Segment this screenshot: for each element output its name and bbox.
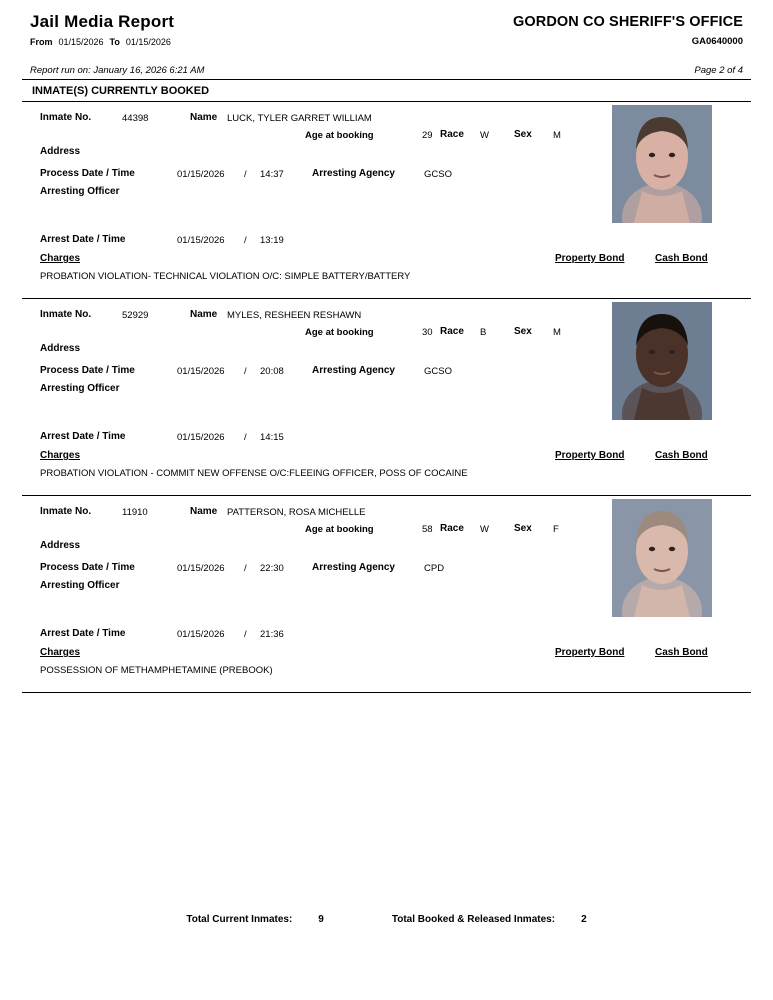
arresting-officer-label: Arresting Officer [40,383,120,394]
arresting-officer-label: Arresting Officer [40,186,120,197]
race-label: Race [440,326,464,337]
arrest-date-time-label: Arrest Date / Time [40,431,126,442]
process-time-value: 20:08 [260,366,284,377]
age-at-booking-label: Age at booking [305,524,374,535]
race-value: W [480,524,489,535]
address-label: Address [40,540,81,551]
inmate-record [0,102,773,298]
arrest-date-value: 01/15/2026 [177,629,225,640]
arrest-time-value: 13:19 [260,235,284,246]
age-at-booking-value: 29 [422,130,433,141]
cash-bond-label: Cash Bond [655,647,708,658]
arrest-separator: / [244,235,247,246]
arrest-time-value: 21:36 [260,629,284,640]
process-separator: / [244,366,247,377]
race-label: Race [440,523,464,534]
property-bond-label: Property Bond [555,450,625,461]
race-value: B [480,327,487,338]
inmate-no-label: Inmate No. [40,506,92,517]
arrest-date-time-label: Arrest Date / Time [40,628,126,639]
record-divider [22,692,751,693]
process-date-time-label: Process Date / Time [40,168,135,179]
arresting-officer-label: Arresting Officer [40,580,120,591]
header-right [513,12,743,47]
total-booked-released-label: Total Booked & Released Inmates: [391,914,556,925]
inmate-no-value: 44398 [122,113,149,124]
charges-text: POSSESSION OF METHAMPHETAMINE (PREBOOK) [40,665,273,676]
inmate-mugshot [612,105,712,223]
sex-value: M [553,130,561,141]
arresting-agency-value: GCSO [424,169,452,180]
name-label: Name [190,506,218,517]
sex-label: Sex [514,129,532,140]
name-label: Name [190,112,218,123]
arrest-separator: / [244,629,247,640]
inmate-no-label: Inmate No. [40,309,92,320]
cash-bond-label: Cash Bond [655,253,708,264]
sex-label: Sex [514,523,532,534]
process-time-value: 14:37 [260,169,284,180]
arrest-date-value: 01/15/2026 [177,235,225,246]
total-current-inmates-label: Total Current Inmates: [186,914,293,925]
sex-value: M [553,327,561,338]
name-label: Name [190,309,218,320]
charges-label: Charges [40,647,81,658]
name-value: LUCK, TYLER GARRET WILLIAM [227,113,372,124]
header-left [30,12,174,47]
arresting-agency-value: GCSO [424,366,452,377]
sex-value: F [553,524,559,535]
inmate-no-label: Inmate No. [40,112,92,123]
arresting-agency-label: Arresting Agency [312,168,395,179]
inmate-mugshot [612,499,712,617]
race-value: W [480,130,489,141]
charges-label: Charges [40,253,81,264]
address-label: Address [40,146,81,157]
age-at-booking-value: 30 [422,327,433,338]
report-run-line [0,47,773,79]
from-label: From [30,37,53,47]
arresting-agency-value: CPD [424,563,445,574]
section-heading: INMATE(S) CURRENTLY BOOKED [32,85,210,97]
arresting-agency-label: Arresting Agency [312,562,395,573]
cash-bond-label: Cash Bond [655,450,708,461]
to-label: To [109,37,120,47]
inmate-records-list [0,102,773,693]
address-label: Address [40,343,81,354]
page-title: Jail Media Report [30,12,175,31]
race-label: Race [440,129,464,140]
process-separator: / [244,563,247,574]
age-at-booking-value: 58 [422,524,433,535]
charges-label: Charges [40,450,81,461]
arresting-agency-label: Arresting Agency [312,365,395,376]
arrest-date-value: 01/15/2026 [177,432,225,443]
date-range [30,37,174,47]
run-timestamp: Report run on: January 16, 2026 6:21 AM [30,65,205,76]
property-bond-label: Property Bond [555,647,625,658]
charges-text: PROBATION VIOLATION- TECHNICAL VIOLATION O/C: SIMPLE BATTERY/BATTERY [40,271,411,282]
sex-label: Sex [514,326,532,337]
process-date-value: 01/15/2026 [177,563,225,574]
process-separator: / [244,169,247,180]
process-date-value: 01/15/2026 [177,169,225,180]
arrest-time-value: 14:15 [260,432,284,443]
total-current-inmates-value: 9 [318,914,324,925]
to-value: 01/15/2026 [125,37,171,47]
process-date-time-label: Process Date / Time [40,365,135,376]
inmate-record [0,496,773,692]
process-date-time-label: Process Date / Time [40,562,135,573]
inmate-mugshot [612,302,712,420]
agency-code: GA0640000 [691,36,743,47]
report-header [0,0,773,47]
inmate-no-value: 11910 [122,507,148,518]
total-booked-released [392,914,587,925]
arrest-date-time-label: Arrest Date / Time [40,234,126,245]
from-value: 01/15/2026 [58,37,104,47]
property-bond-label: Property Bond [555,253,625,264]
total-booked-released-value: 2 [581,914,587,925]
age-at-booking-label: Age at booking [305,327,374,338]
process-date-value: 01/15/2026 [177,366,225,377]
age-at-booking-label: Age at booking [305,130,374,141]
arrest-separator: / [244,432,247,443]
report-totals [0,914,773,925]
name-value: MYLES, RESHEEN RESHAWN [227,310,362,321]
inmate-record [0,299,773,495]
inmate-no-value: 52929 [122,310,149,321]
total-current-inmates [186,914,324,925]
process-time-value: 22:30 [260,563,284,574]
charges-text: PROBATION VIOLATION - COMMIT NEW OFFENSE O/C:FLEEING OFFICER, POSS OF COCAINE [40,468,468,479]
page-number: Page 2 of 4 [694,65,743,76]
name-value: PATTERSON, ROSA MICHELLE [227,507,366,518]
agency-name: GORDON CO SHERIFF'S OFFICE [513,14,743,30]
